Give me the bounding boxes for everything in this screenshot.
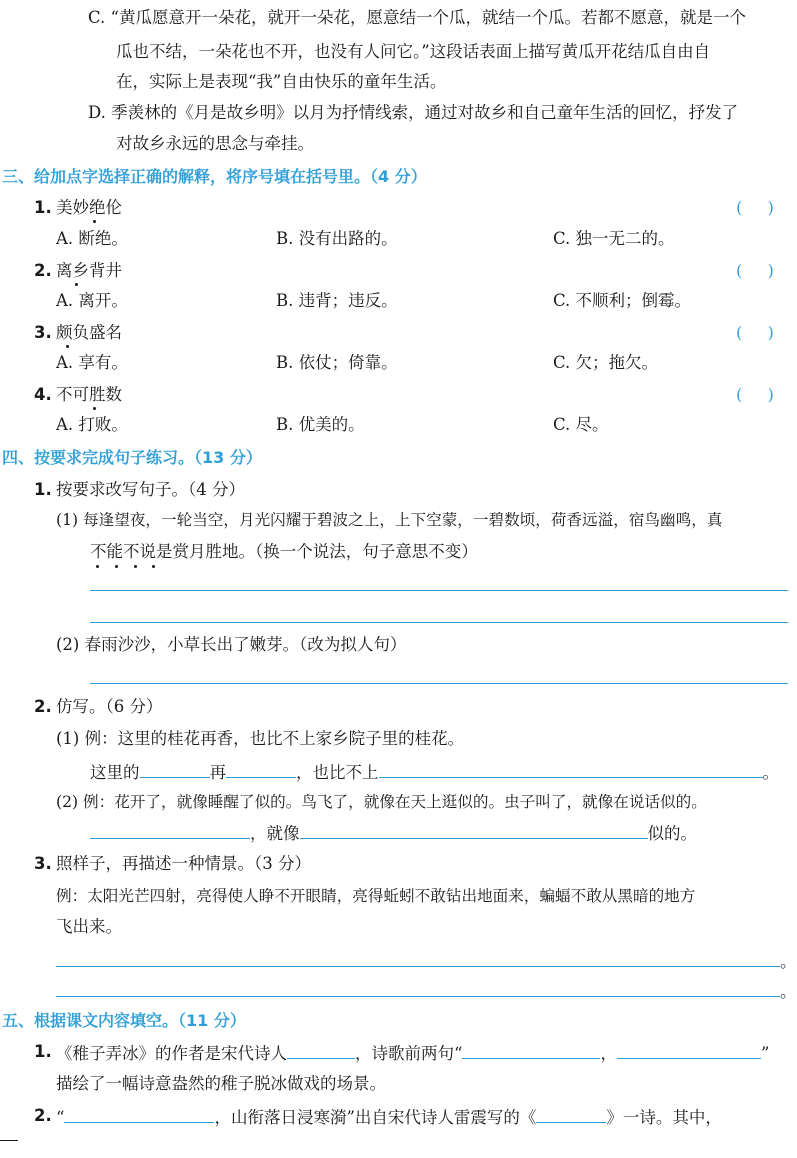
s3-q4-b: B. 优美的。 <box>276 415 365 434</box>
s4-q2-num: 2. <box>34 697 52 716</box>
line-end-mark: 。 <box>780 982 797 1001</box>
s3-q2-c: C. 不顺利；倒霉。 <box>553 291 692 310</box>
s3-q4-a: A. 打败。 <box>56 415 128 434</box>
section5-title: 五、根据课文内容填空。（11 分） <box>2 1011 246 1030</box>
emphasis-dot <box>93 220 96 223</box>
answer-paren-4[interactable]: ( ) <box>736 385 774 404</box>
fill-text: 这里的 <box>90 763 140 782</box>
option-c-line2: 瓜也不结，一朵花也不开，也没有人问它。”这段话表面上描写黄瓜开花结瓜自由自 <box>116 42 711 61</box>
s4-q3-text: 照样子，再描述一种情景。（3 分） <box>56 854 311 873</box>
answer-line[interactable] <box>56 966 780 967</box>
s4-q2-s2: (2) 例：花开了，就像睡醒了似的。鸟飞了，就像在天上逛似的。虫子叫了，就像在说话似的。 <box>56 793 707 811</box>
s3-q1-word: 美妙绝伦 <box>56 198 122 217</box>
s3-q1-c: C. 独一无二的。 <box>553 229 675 248</box>
fill-text: ， <box>600 1044 617 1063</box>
fill-blank[interactable] <box>226 759 296 778</box>
fill-text: ，诗歌前两句“ <box>355 1044 463 1063</box>
s3-q4-word: 不可胜数 <box>56 385 122 404</box>
emphasis-dot <box>93 407 96 410</box>
s4-q1-num: 1. <box>34 480 52 499</box>
fill-blank[interactable] <box>64 1104 214 1123</box>
s4-q1-s1-line1: (1) 每逢望夜，一轮当空，月光闪耀于碧波之上，上下空蒙，一碧数顷，荷香远溢，宿鸟幽鸣，真 <box>56 511 723 529</box>
fill-text: 。 <box>762 763 779 782</box>
page-margin-mark <box>0 1140 18 1141</box>
s3-q4-num: 4. <box>34 385 52 404</box>
fill-text: ” <box>760 1044 770 1063</box>
s4-q2-text: 仿写。（6 分） <box>56 697 163 716</box>
emphasis-dot <box>66 345 69 348</box>
fill-blank[interactable] <box>462 1040 600 1059</box>
fill-blank[interactable] <box>379 759 763 778</box>
s4-q1-s1-line2: 不能不说是赏月胜地。（换一个说法，句子意思不变） <box>90 542 478 561</box>
option-c-line1: C. “黄瓜愿意开一朵花，就开一朵花，愿意结一个瓜，就结一个瓜。若都不愿意，就是一个 <box>88 8 746 27</box>
section3-title: 三、给加点字选择正确的解释，将序号填在括号里。（4 分） <box>2 167 427 186</box>
option-c-line3: 在，实际上是表现“我”自由快乐的童年生活。 <box>116 72 447 91</box>
fill-text: ，就像 <box>250 824 300 843</box>
fill-blank[interactable] <box>617 1040 761 1059</box>
s3-q2-a: A. 离开。 <box>56 291 128 310</box>
s4-q2-s1: (1) 例：这里的桂花再香，也比不上家乡院子里的桂花。 <box>56 729 465 748</box>
s3-q2-word: 离乡背井 <box>56 261 122 280</box>
answer-paren-3[interactable]: ( ) <box>736 323 774 342</box>
option-d-line1: D. 季羡林的《月是故乡明》以月为抒情线索，通过对故乡和自己童年生活的回忆，抒发了 <box>88 103 739 122</box>
s3-q1-num: 1. <box>34 198 52 217</box>
option-d-line2: 对故乡永远的思念与牵挂。 <box>116 134 314 153</box>
s5-q1-num: 1. <box>34 1042 52 1061</box>
fill-text: ，山衔落日浸寒漪”出自宋代诗人雷震写的《 <box>214 1108 537 1127</box>
fill-text: “ <box>56 1108 65 1127</box>
fill-blank[interactable] <box>536 1104 606 1123</box>
s3-q3-a: A. 享有。 <box>56 353 128 372</box>
s3-q4-c: C. 尽。 <box>553 415 609 434</box>
s4-q1-text: 按要求改写句子。（4 分） <box>56 480 245 499</box>
fill-text: ，也比不上 <box>296 763 379 782</box>
s5-q1-row <box>56 1040 769 1066</box>
section4-title: 四、按要求完成句子练习。（13 分） <box>2 448 262 467</box>
s3-q3-c: C. 欠；拖欠。 <box>553 353 659 372</box>
s3-q3-num: 3. <box>34 323 52 342</box>
answer-line[interactable] <box>90 683 788 684</box>
fill-blank[interactable] <box>90 820 250 839</box>
fill-text: 再 <box>209 763 226 782</box>
answer-paren-1[interactable]: ( ) <box>736 198 774 217</box>
emphasis-dot <box>96 565 99 568</box>
s3-q2-b: B. 违背；违反。 <box>276 291 398 310</box>
s4-q3-ex-line2: 飞出来。 <box>56 917 122 936</box>
fill-blank[interactable] <box>287 1040 355 1059</box>
s4-q1-s2: (2) 春雨沙沙，小草长出了嫩芽。（改为拟人句） <box>56 635 407 654</box>
fill-blank[interactable] <box>300 820 648 839</box>
emphasis-dot <box>75 283 78 286</box>
fill-text: 《稚子弄冰》的作者是宋代诗人 <box>56 1044 287 1063</box>
fill-text: 似的。 <box>647 824 697 843</box>
line-end-mark: 。 <box>780 952 797 971</box>
fill-blank[interactable] <box>140 759 210 778</box>
s3-q1-a: A. 断绝。 <box>56 229 128 248</box>
emphasis-dot <box>115 565 118 568</box>
s4-q2-fill-row <box>90 759 779 785</box>
s4-q3-ex-line1: 例：太阳光芒四射，亮得使人睁不开眼睛，亮得蚯蚓不敢钻出地面来，蝙蝠不敢从黑暗的地方 <box>56 887 696 905</box>
s4-q2-fill-row-2 <box>90 820 697 846</box>
s5-q2-row <box>56 1104 722 1130</box>
emphasis-dot <box>134 565 137 568</box>
answer-line[interactable] <box>56 996 780 997</box>
s4-q3-num: 3. <box>34 854 52 873</box>
answer-paren-2[interactable]: ( ) <box>736 261 774 280</box>
emphasis-dot <box>152 565 155 568</box>
s3-q1-b: B. 没有出路的。 <box>276 229 398 248</box>
s5-q2-num: 2. <box>34 1106 52 1125</box>
s5-q1-line2: 描绘了一幅诗意盎然的稚子脱冰做戏的场景。 <box>56 1074 386 1093</box>
s3-q3-word: 颇负盛名 <box>56 323 122 342</box>
s3-q3-b: B. 依仗；倚靠。 <box>276 353 398 372</box>
s3-q2-num: 2. <box>34 261 52 280</box>
answer-line[interactable] <box>90 590 788 591</box>
fill-text: 》一诗。其中， <box>606 1108 722 1127</box>
answer-line[interactable] <box>90 622 788 623</box>
